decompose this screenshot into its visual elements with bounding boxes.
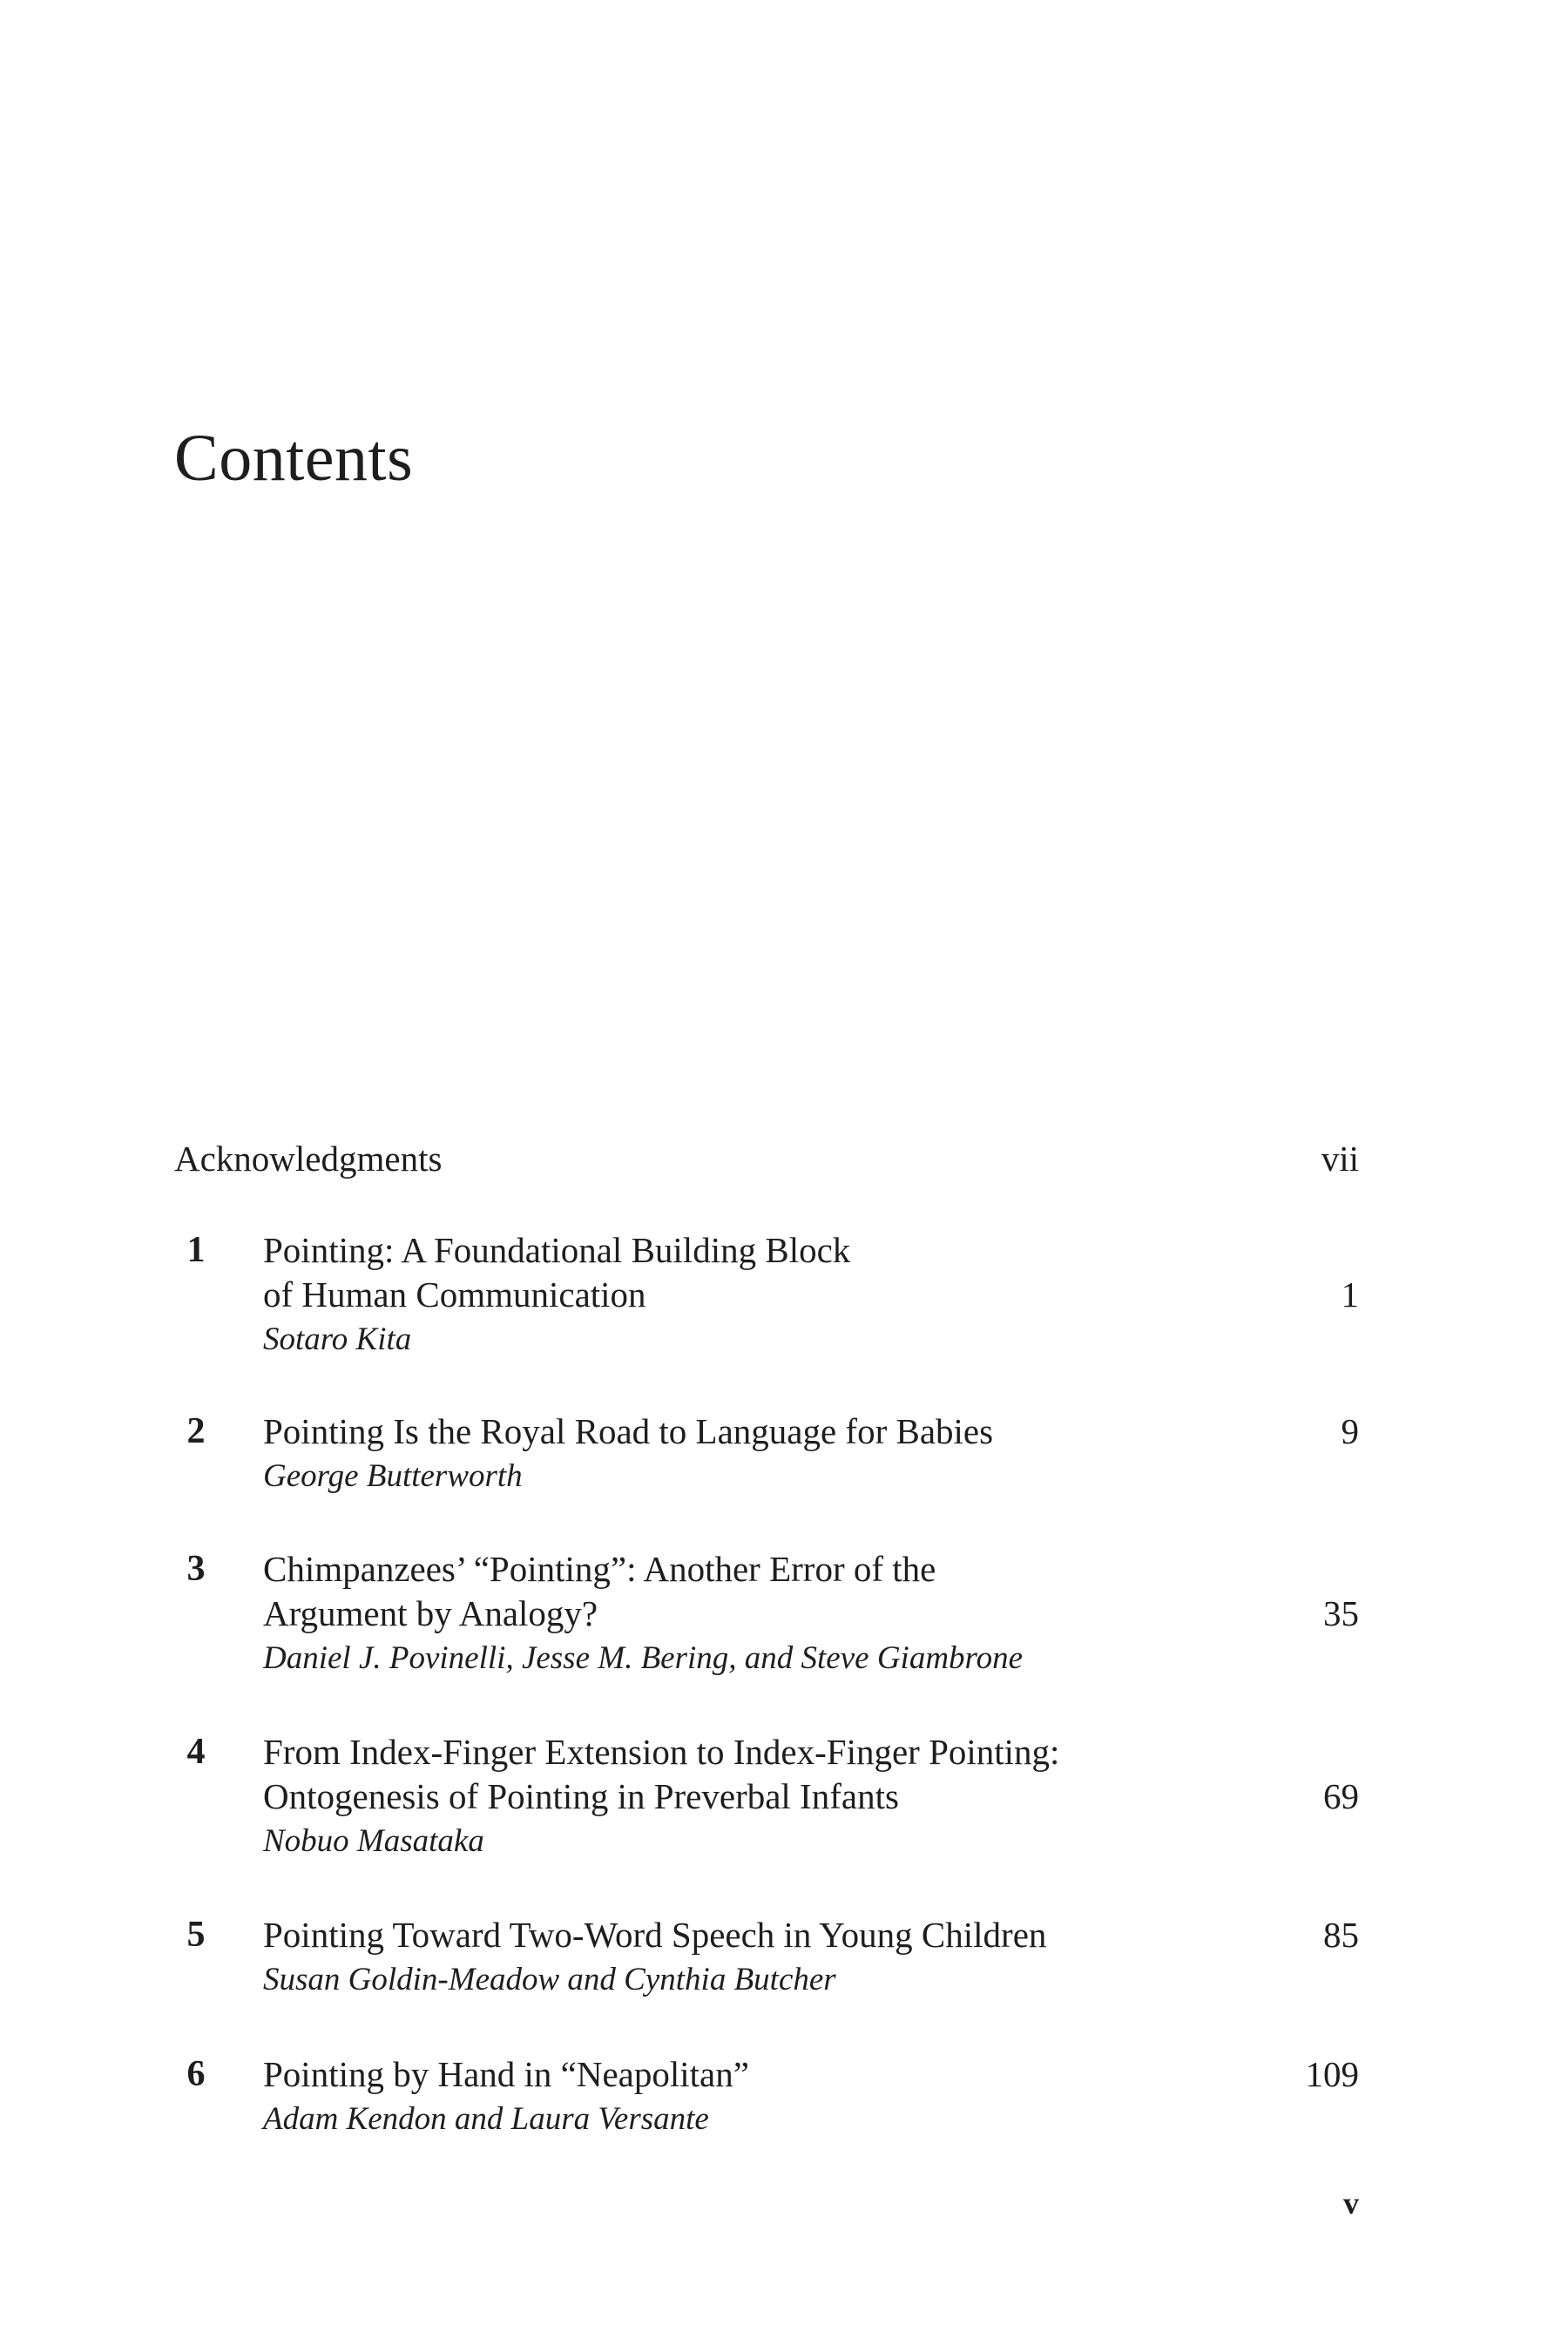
chapter-entry-text[interactable]	[263, 2052, 1221, 2141]
chapter-author: Susan Goldin-Meadow and Cynthia Butcher	[263, 1962, 836, 1997]
chapter-entry-text[interactable]	[263, 1228, 1221, 1362]
chapter-entry-text[interactable]	[263, 1409, 1221, 1498]
chapter-entry-text[interactable]	[263, 1730, 1221, 1863]
chapter-entry-text[interactable]	[263, 1913, 1221, 2002]
chapter-number: 6	[186, 2054, 206, 2094]
chapter-title-line[interactable]: Argument by Analogy?	[263, 1593, 598, 1633]
chapter-author: Nobuo Masataka	[263, 1823, 484, 1859]
chapter-author: George Butterworth	[263, 1458, 523, 1494]
chapter-title-line[interactable]: of Human Communication	[263, 1274, 646, 1315]
chapter-author: Adam Kendon and Laura Versante	[263, 2101, 709, 2137]
chapter-page-number: 69	[1323, 1776, 1359, 1816]
chapter-title-line[interactable]: From Index-Finger Extension to Index-Finger Pointing:	[263, 1732, 1060, 1772]
chapter-title-line[interactable]: Pointing: A Foundational Building Block	[263, 1230, 851, 1270]
chapter-page-number: 35	[1323, 1593, 1359, 1633]
chapter-title-line[interactable]: Ontogenesis of Pointing in Preverbal Infants	[263, 1776, 899, 1816]
chapter-title-line[interactable]: Chimpanzees’ “Pointing”: Another Error of the	[263, 1549, 936, 1589]
acknowledgments-label[interactable]: Acknowledgments	[174, 1139, 443, 1179]
chapter-page-number: 9	[1341, 1411, 1359, 1451]
chapter-page-number: 1	[1341, 1274, 1359, 1315]
chapter-title-line[interactable]: Pointing Toward Two-Word Speech in Young Children	[263, 1915, 1047, 1955]
chapter-entry-text[interactable]	[263, 1547, 1221, 1680]
chapter-title-line[interactable]: Pointing by Hand in “Neapolitan”	[263, 2054, 749, 2094]
chapter-page-number: 109	[1305, 2054, 1359, 2094]
chapter-number: 3	[186, 1549, 206, 1589]
chapter-author: Daniel J. Povinelli, Jesse M. Bering, and Steve Giambrone	[263, 1640, 1023, 1676]
chapter-title-line[interactable]: Pointing Is the Royal Road to Language for Babies	[263, 1411, 994, 1451]
chapter-number: 2	[186, 1411, 206, 1451]
page-title: Contents	[174, 422, 414, 495]
acknowledgments-page-number: vii	[1321, 1139, 1359, 1179]
chapter-page-number: 85	[1323, 1915, 1359, 1955]
chapter-number: 1	[186, 1230, 206, 1270]
chapter-number: 5	[186, 1915, 206, 1955]
chapter-number: 4	[186, 1732, 206, 1772]
page-folio: v	[1343, 2186, 1359, 2220]
chapter-author: Sotaro Kita	[263, 1321, 412, 1357]
